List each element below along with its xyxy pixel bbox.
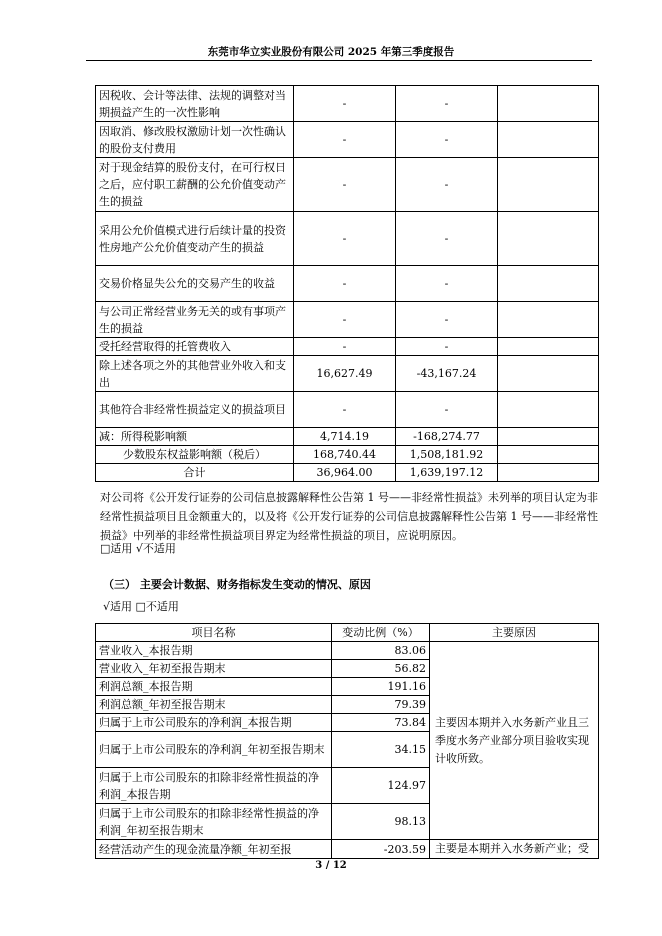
table-row: [96, 464, 599, 482]
table-row: [96, 86, 599, 122]
row-label: 交易价格显失公允的交易产生的收益: [96, 266, 294, 302]
col-header-ratio: 变动比例（%）: [332, 624, 430, 642]
row-label: 因取消、修改股权激励计划一次性确认的股份支付费用: [96, 122, 294, 158]
row-ytd: 1,508,181.92: [396, 446, 498, 464]
row-ytd: -: [396, 302, 498, 338]
row-current: -: [294, 86, 396, 122]
row-ytd: 1,639,197.12: [396, 464, 498, 482]
table-row: [96, 840, 599, 859]
row-label: 因税收、会计等法律、法规的调整对当期损益产生的一次性影响: [96, 86, 294, 122]
table-row: [96, 642, 599, 660]
row-label: 减：所得税影响额: [96, 428, 294, 446]
item-name: 利润总额_年初至报告期末: [96, 696, 332, 714]
col-header-reason: 主要原因: [430, 624, 599, 642]
non-recurring-table: [95, 85, 599, 482]
section-title: （三） 主要会计数据、财务指标发生变动的情况、原因: [103, 578, 371, 591]
row-current: -: [294, 212, 396, 266]
row-ytd: -: [396, 266, 498, 302]
table-row: [96, 266, 599, 302]
row-ytd: -: [396, 392, 498, 428]
item-name: 经营活动产生的现金流量净额_年初至报: [96, 840, 332, 859]
item-ratio: 191.16: [332, 678, 430, 696]
row-label: 对于现金结算的股份支付，在可行权日之后，应付职工薪酬的公允价值变动产生的损益: [96, 158, 294, 212]
note-paragraph: 对公司将《公开发行证券的公司信息披露解释性公告第 1 号——非经常性损益》未列举的项目认定为非经常性损益项目且金额重大的，以及将《公开发行证券的公司信息披露解释性公告第 1 号——非经常性损益》中列举的非经常性损益项目界定为经常性损益的项目，应说明原因。: [100, 491, 598, 542]
item-name: 营业收入_本报告期: [96, 642, 332, 660]
col-header-name: 项目名称: [96, 624, 332, 642]
row-current: -: [294, 392, 396, 428]
row-label: 受托经营取得的托管费收入: [96, 338, 294, 356]
row-label: 其他符合非经常性损益定义的损益项目: [96, 392, 294, 428]
row-current: 168,740.44: [294, 446, 396, 464]
page-number: 3 / 12: [315, 860, 347, 871]
row-ytd: -168,274.77: [396, 428, 498, 446]
row-ytd: -: [396, 86, 498, 122]
change-table: [95, 623, 599, 859]
section-applicable: √适用 □不适用: [103, 600, 179, 613]
table-row: [96, 302, 599, 338]
item-name: 归属于上市公司股东的扣除非经常性损益的净利润_本报告期: [96, 768, 332, 804]
header-rule: [86, 60, 592, 61]
note-applicable: □适用 √不适用: [100, 542, 176, 555]
item-name: 归属于上市公司股东的净利润_年初至报告期末: [96, 732, 332, 768]
row-current: -: [294, 302, 396, 338]
row-current: 36,964.00: [294, 464, 396, 482]
row-current: -: [294, 122, 396, 158]
table-row: [96, 392, 599, 428]
row-current: 4,714.19: [294, 428, 396, 446]
item-ratio: 56.82: [332, 660, 430, 678]
item-ratio: 98.13: [332, 804, 430, 840]
row-label: 除上述各项之外的其他营业外收入和支出: [96, 356, 294, 392]
item-name: 利润总额_本报告期: [96, 678, 332, 696]
row-ytd: -43,167.24: [396, 356, 498, 392]
page-header: 东莞市华立实业股份有限公司 2025 年第三季度报告: [207, 46, 455, 58]
table-row: [96, 212, 599, 266]
row-current: 16,627.49: [294, 356, 396, 392]
item-ratio: 124.97: [332, 768, 430, 804]
item-ratio: 83.06: [332, 642, 430, 660]
row-current: -: [294, 338, 396, 356]
item-ratio: 73.84: [332, 714, 430, 732]
row-ytd: -: [396, 158, 498, 212]
item-ratio: -203.59: [332, 840, 430, 859]
table-header-row: [96, 624, 599, 642]
table-row: [96, 428, 599, 446]
row-label: 少数股东权益影响额（税后）: [96, 446, 294, 464]
item-name: 归属于上市公司股东的净利润_本报告期: [96, 714, 332, 732]
row-current: -: [294, 158, 396, 212]
row-ytd: -: [396, 338, 498, 356]
main-reason: 主要因本期并入水务新产业且三季度水务产业部分项目验收实现计收所致。: [430, 642, 599, 840]
row-current: -: [294, 266, 396, 302]
item-name: 营业收入_年初至报告期末: [96, 660, 332, 678]
table-row: [96, 446, 599, 464]
item-ratio: 34.15: [332, 732, 430, 768]
row-label: 合计: [96, 464, 294, 482]
row-label: 采用公允价值模式进行后续计量的投资性房地产公允价值变动产生的损益: [96, 212, 294, 266]
table-row: [96, 158, 599, 212]
table-row: [96, 338, 599, 356]
item-name: 归属于上市公司股东的扣除非经常性损益的净利润_年初至报告期末: [96, 804, 332, 840]
table-row: [96, 356, 599, 392]
row-ytd: -: [396, 122, 498, 158]
table-row: [96, 122, 599, 158]
row-label: 与公司正常经营业务无关的或有事项产生的损益: [96, 302, 294, 338]
item-ratio: 79.39: [332, 696, 430, 714]
cash-reason: 主要是本期并入水务新产业；受: [430, 840, 599, 859]
row-ytd: -: [396, 212, 498, 266]
